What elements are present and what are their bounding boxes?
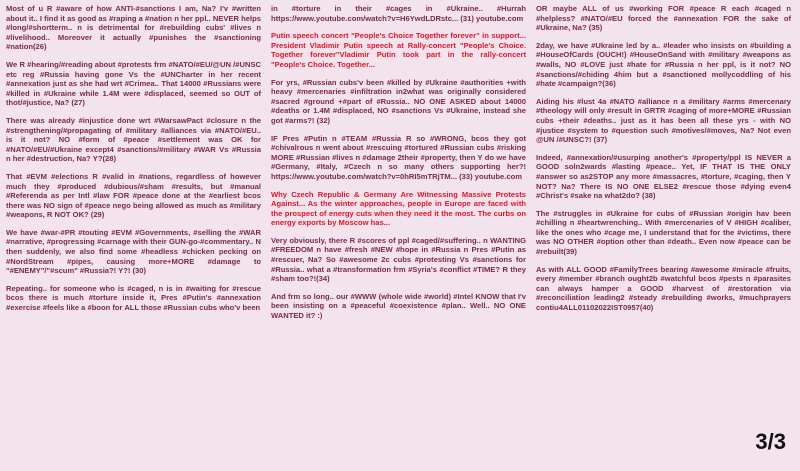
page-indicator: 3/3 — [755, 429, 786, 454]
paragraph: We have #war-#PR #touting #EVM #Governments, #selling the #WAR #narrative, #progressing #carnage with their GUN-go-#commentary.. N then suddenly, we also find some #headless #chicken pecking on #NordStream #pipes, causing more+MORE #damage to "#ENEMY"/"#scum" #Russia?! Y?! (30) — [6, 227, 261, 276]
paragraph: As with ALL GOOD #FamilyTrees bearing #awesome #miracle #fruits, every #member #branch ought2b #watchful bcos #pests n #parasites can always hamper a GOOD #harvest of #restoration via #reconciliation leading2 #steady #rebuilding #works, #muchprayers contiu4ALL01102022IST0957(40) — [536, 264, 791, 313]
paragraph: IF Pres #Putin n #TEAM #Russia R so #WRONG, bcos they got #chivalrous n went about #rescuing #tortured #Russian cubs #risking MORE #Russian #lives n #damage 2their #property, then Y do we have #Germany, #Italy, #Czech n so many others supporting her?! https://www.youtube.com/watch?v=0hRI5mTRjTM... (33) youtube.com — [271, 133, 526, 181]
paragraph: Indeed, #annexation/#usurping another's #property/ppl IS NEVER a GOOD soln2wards #lasting #peace.. Yet, IF THAT IS THE ONLY #answer so as2STOP any more #massacres, #torture, #caging, then Y NOT? Na? There IS NO ONE ELSE2 #rescue those #dying even4 #Christ's #sake na what2do? (38) — [536, 152, 791, 201]
paragraph: We R #hearing/#reading about #protests frm #NATO/#EU/@UN /#UNSC etc reg #Russia having gone Vs the #UNCharter in her recent #annexation just as she had wrt #Crimea.. That 14000 #Russians were #killed in #Ukraine while 1.4M were #displaced, seemed so OUT of thot/#justice, Na? (27) — [6, 59, 261, 108]
paragraph-link[interactable]: in #torture in their #cages in #Ukraine.. #Hurrah https://www.youtube.com/watch?v=H6YwdLDRstc... (31) youtube.com — [271, 4, 526, 23]
link-preview-text[interactable]: Putin speech concert "People's Choice Together forever" in support... President Vladimir Putin speech at Rally-concert "People's Choice. Together forever"Vladimir Putin took part in the rally-concert "People's Choice. Together... — [271, 31, 526, 69]
paragraph: Repeating.. for someone who is #caged, n is in #waiting for #rescue bcos there is much #torture inside it, Pres #Putin's #annexation #exercise #feels like a #boon for ALL those #Russian cubs who'v been — [6, 283, 261, 313]
paragraph: 2day, we have #Ukraine led by a.. #leader who insists on #building a #HouseOfCards (OUCH!) #HouseOnSand with #military #weapons as #walls, NO #LOVE just #hate for #Russia n her ppl, is it not? NO #sanctions/#chiding 4him but a #sanctioned mollycoddling of his #hate #campaign?(36) — [536, 40, 791, 89]
text-column-2 — [271, 4, 526, 471]
paragraph: And frm so long.. our #WWW (whole wide #world) #Intel KNOW that I'v been insisting on a #peaceful #coexistence #plan.. Well.. NO ONE WANTED it? :) — [271, 291, 526, 321]
paragraph: OR maybe ALL of us #working FOR #peace R each #caged n #helpless? #NATO/#EU forced the #annexation FOR the sake of #Ukraine, Na? (35) — [536, 4, 791, 33]
paragraph: Very obviously, there R #scores of ppl #caged/#suffering.. n WANTING #FREEDOM n have #fresh #NEW #hope in #Russia n Pres #Putin as #rescuer, Na? So #awesome 2c cubs #protesting Vs #sanctions for #Russia.. what a #transformation frm #Syria's #conflict #TIME? R they #sham too?!(34) — [271, 235, 526, 284]
paragraph: That #EVM #elections R #valid in #nations, regardless of however much they #produced #dubious/#sham #results, but #manual #Referenda as per Intl #law FOR #peace done at the #earliest bcos there was NO sign of #peace nego being allowed as much as #military #weapons, R NOT OK? (29) — [6, 171, 261, 220]
paragraph: Aiding his #lust 4a #NATO #alliance n a #military #arms #mercenary #theology will only #result in GRTR #caging of more+MORE #Russian cubs +their #deaths.. just as it has been all these yrs - with NO #justice #system to #question such #motives/#moves, Na? Not even @UN /#UNSC?! (37) — [536, 96, 791, 145]
paragraph: For yrs, #Russian cubs'v been #killed by #Ukraine #authorities +with heavy #mercenaries #infiltration in2what was originally considered #sacred #ground +#part of #Russia.. NO ONE ASKED about 14000 #deaths or 1.4M #displaced, NO #sanctions Vs #Ukraine, instead she got #arms?! (32) — [271, 77, 526, 125]
paragraph: Most of u R #aware of how ANTI-#sanctions I am, Na? I'v #written about it.. I find it as good as #raping a #nation n her ppl.. NEVER helps #long/#shortterm.. n is detrimental for #rebuilding cubs' #lives n #livelihood.. Moreover it actually #punishes the #sanctioning #nation(26) — [6, 4, 261, 52]
text-column-1 — [6, 4, 261, 471]
paragraph: There was already #injustice done wrt #WarsawPact #closure n the #strengthening/#propagating of #military #alliances via #NATO/#EU.. is it not? NO #form of #peace #settlement was OK for #NATO/#EU/#Ukraine except4 #sanctions/#military #WAR Vs #Russia n her #destruction, Na? Y?(28) — [6, 115, 261, 164]
paragraph: The #struggles in #Ukraine for cubs of #Russian #origin hav been #chilling n #heartwrenching.. With #mercenaries of V #HIGH #caliber, like the ones who #cage me, I understand that for the #victims, there was NO OTHER #option other than #death.. Even now #peace can be #rebuilt(39) — [536, 208, 791, 257]
link-preview-text[interactable]: Why Czech Republic & Germany Are Witnessing Massive Protests Against... As the winter approaches, people in Europe are faced with the prospect of energy cuts when they need it the most. The curbs on energy exports by Moscow has... — [271, 189, 526, 228]
text-column-3 — [536, 4, 791, 471]
